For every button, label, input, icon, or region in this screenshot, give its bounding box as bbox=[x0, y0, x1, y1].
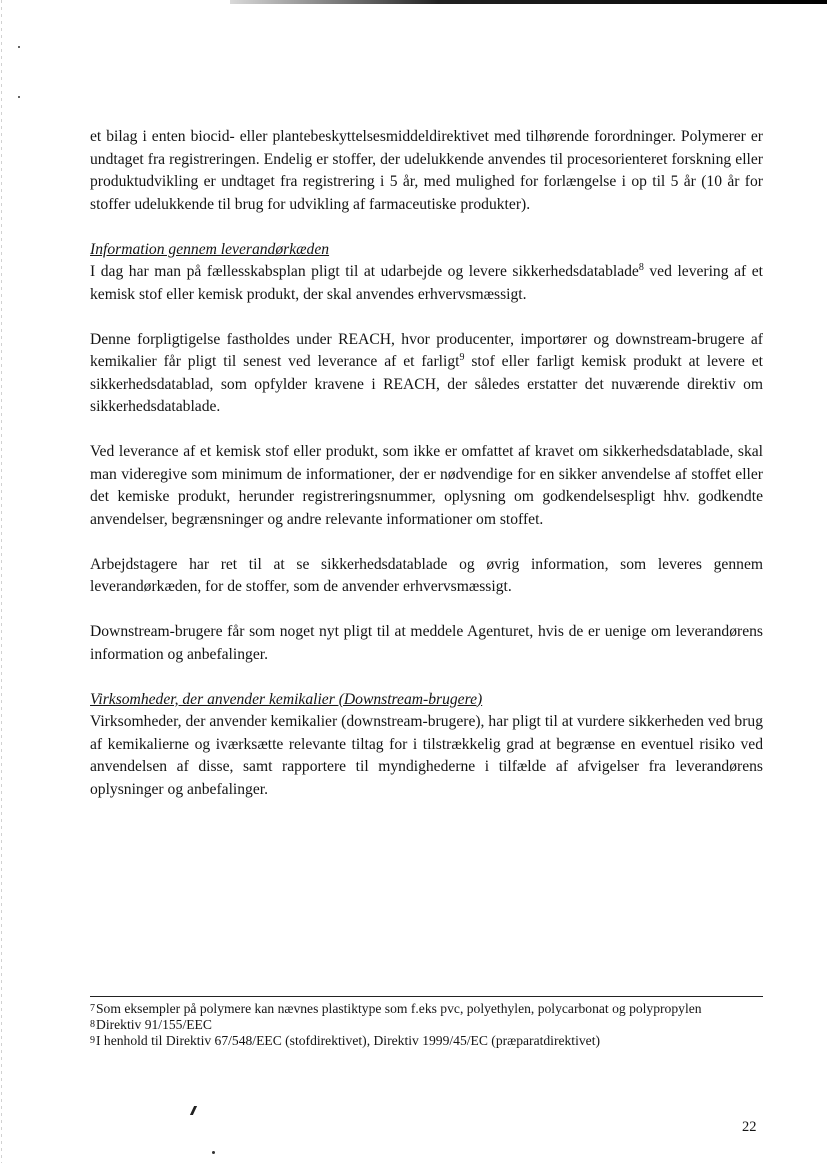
footnote-7: 7Som eksempler på polymere kan nævnes plastiktype som f.eks pvc, polyethylen, polycarbonat og polypropylen bbox=[90, 1001, 702, 1016]
document-body bbox=[90, 126, 763, 801]
paragraph-minimum-information: Ved leverance af et kemisk stof eller produkt, som ikke er omfattet af kravet om sikkerhedsdatablade, skal man videregive som minimum de informationer, der er nødvendige for en sikker anvendelse af stoffet eller det kemiske produkt, herunder registreringsnummer, oplysning om godkendelsespligt hhv. godkendte anvendelser, begrænsninger og andre relevante informationer om stoffet. bbox=[90, 443, 763, 528]
scan-edge-top bbox=[230, 0, 827, 4]
footnote-ref-8[interactable]: 8 bbox=[638, 262, 644, 273]
scan-speck bbox=[18, 96, 20, 98]
section-heading-downstream-users: Virksomheder, der anvender kemikalier (Downstream-brugere) bbox=[90, 690, 483, 708]
paragraph-safety-data-sheets: I dag har man på fællesskabsplan pligt til at udarbejde og levere sikkerhedsdatablade$^8$ ved levering af et kemisk stof eller kemisk produkt, der skal anvendes erhvervsmæssigt. bbox=[90, 262, 763, 303]
scan-speck bbox=[212, 1151, 215, 1154]
page-number: 22 bbox=[742, 1119, 757, 1135]
paragraph-company-obligations: Virksomheder, der anvender kemikalier (downstream-brugere), har pligt til at vurdere sikkerheden ved brug af kemikalierne og iværksætte relevante tiltag for i tilstrækkelig grad at begrænse en eventuel risiko ved anvendelsen af disse, samt rapportere til myndighederne i tilfælde af afvigelser fra leverandørens oplysninger og anbefalinger. bbox=[90, 713, 763, 798]
paragraph-worker-rights: Arbejdstagere har ret til at se sikkerhedsdatablade og øvrig information, som leveres gennem leverandørkæden, for de stoffer, som de anvender erhvervsmæssigt. bbox=[90, 555, 763, 595]
footnote-ref-9[interactable]: 9 bbox=[459, 352, 465, 363]
footnotes bbox=[90, 1001, 710, 1049]
footnote-8: 8Direktiv 91/155/EEC bbox=[90, 1017, 212, 1032]
paragraph-reach-obligation: Denne forpligtigelse fastholdes under REACH, hvor producenter, importører og downstream-brugere af kemikalier får pligt til senest ved leverance af et farligt$^9$ stof eller farligt kemisk produkt at levere et sikkerhedsdatablad, som opfylder kravene i REACH, der således erstatter det nuværende direktiv om sikkerhedsdatablade. bbox=[90, 330, 763, 415]
paragraph-downstream-duty: Downstream-brugere får som noget nyt pligt til at meddele Agenturet, hvis de er uenige om leverandørens information og anbefalinger. bbox=[90, 623, 763, 663]
footnote-divider bbox=[90, 996, 763, 997]
footnote-9: 9I henhold til Direktiv 67/548/EEC (stofdirektivet), Direktiv 1999/45/EC (præparatdirektivet) bbox=[90, 1033, 600, 1048]
scan-speck bbox=[18, 46, 20, 48]
scan-mark bbox=[190, 1106, 197, 1115]
scan-edge-left bbox=[1, 0, 2, 1163]
intro-paragraph: et bilag i enten biocid- eller plantebeskyttelsesmiddeldirektivet med tilhørende forordninger. Polymerer er undtaget fra registreringen. Endelig er stoffer, der udelukkende anvendes til procesorienteret forskning eller produktudvikling er undtaget fra registrering i 5 år, med mulighed for forlængelse i op til 5 år (10 år for stoffer udelukkende til brug for udvikling af farmaceutiske produkter). bbox=[90, 128, 763, 213]
section-heading-supply-chain: Information gennem leverandørkæden bbox=[90, 240, 330, 258]
